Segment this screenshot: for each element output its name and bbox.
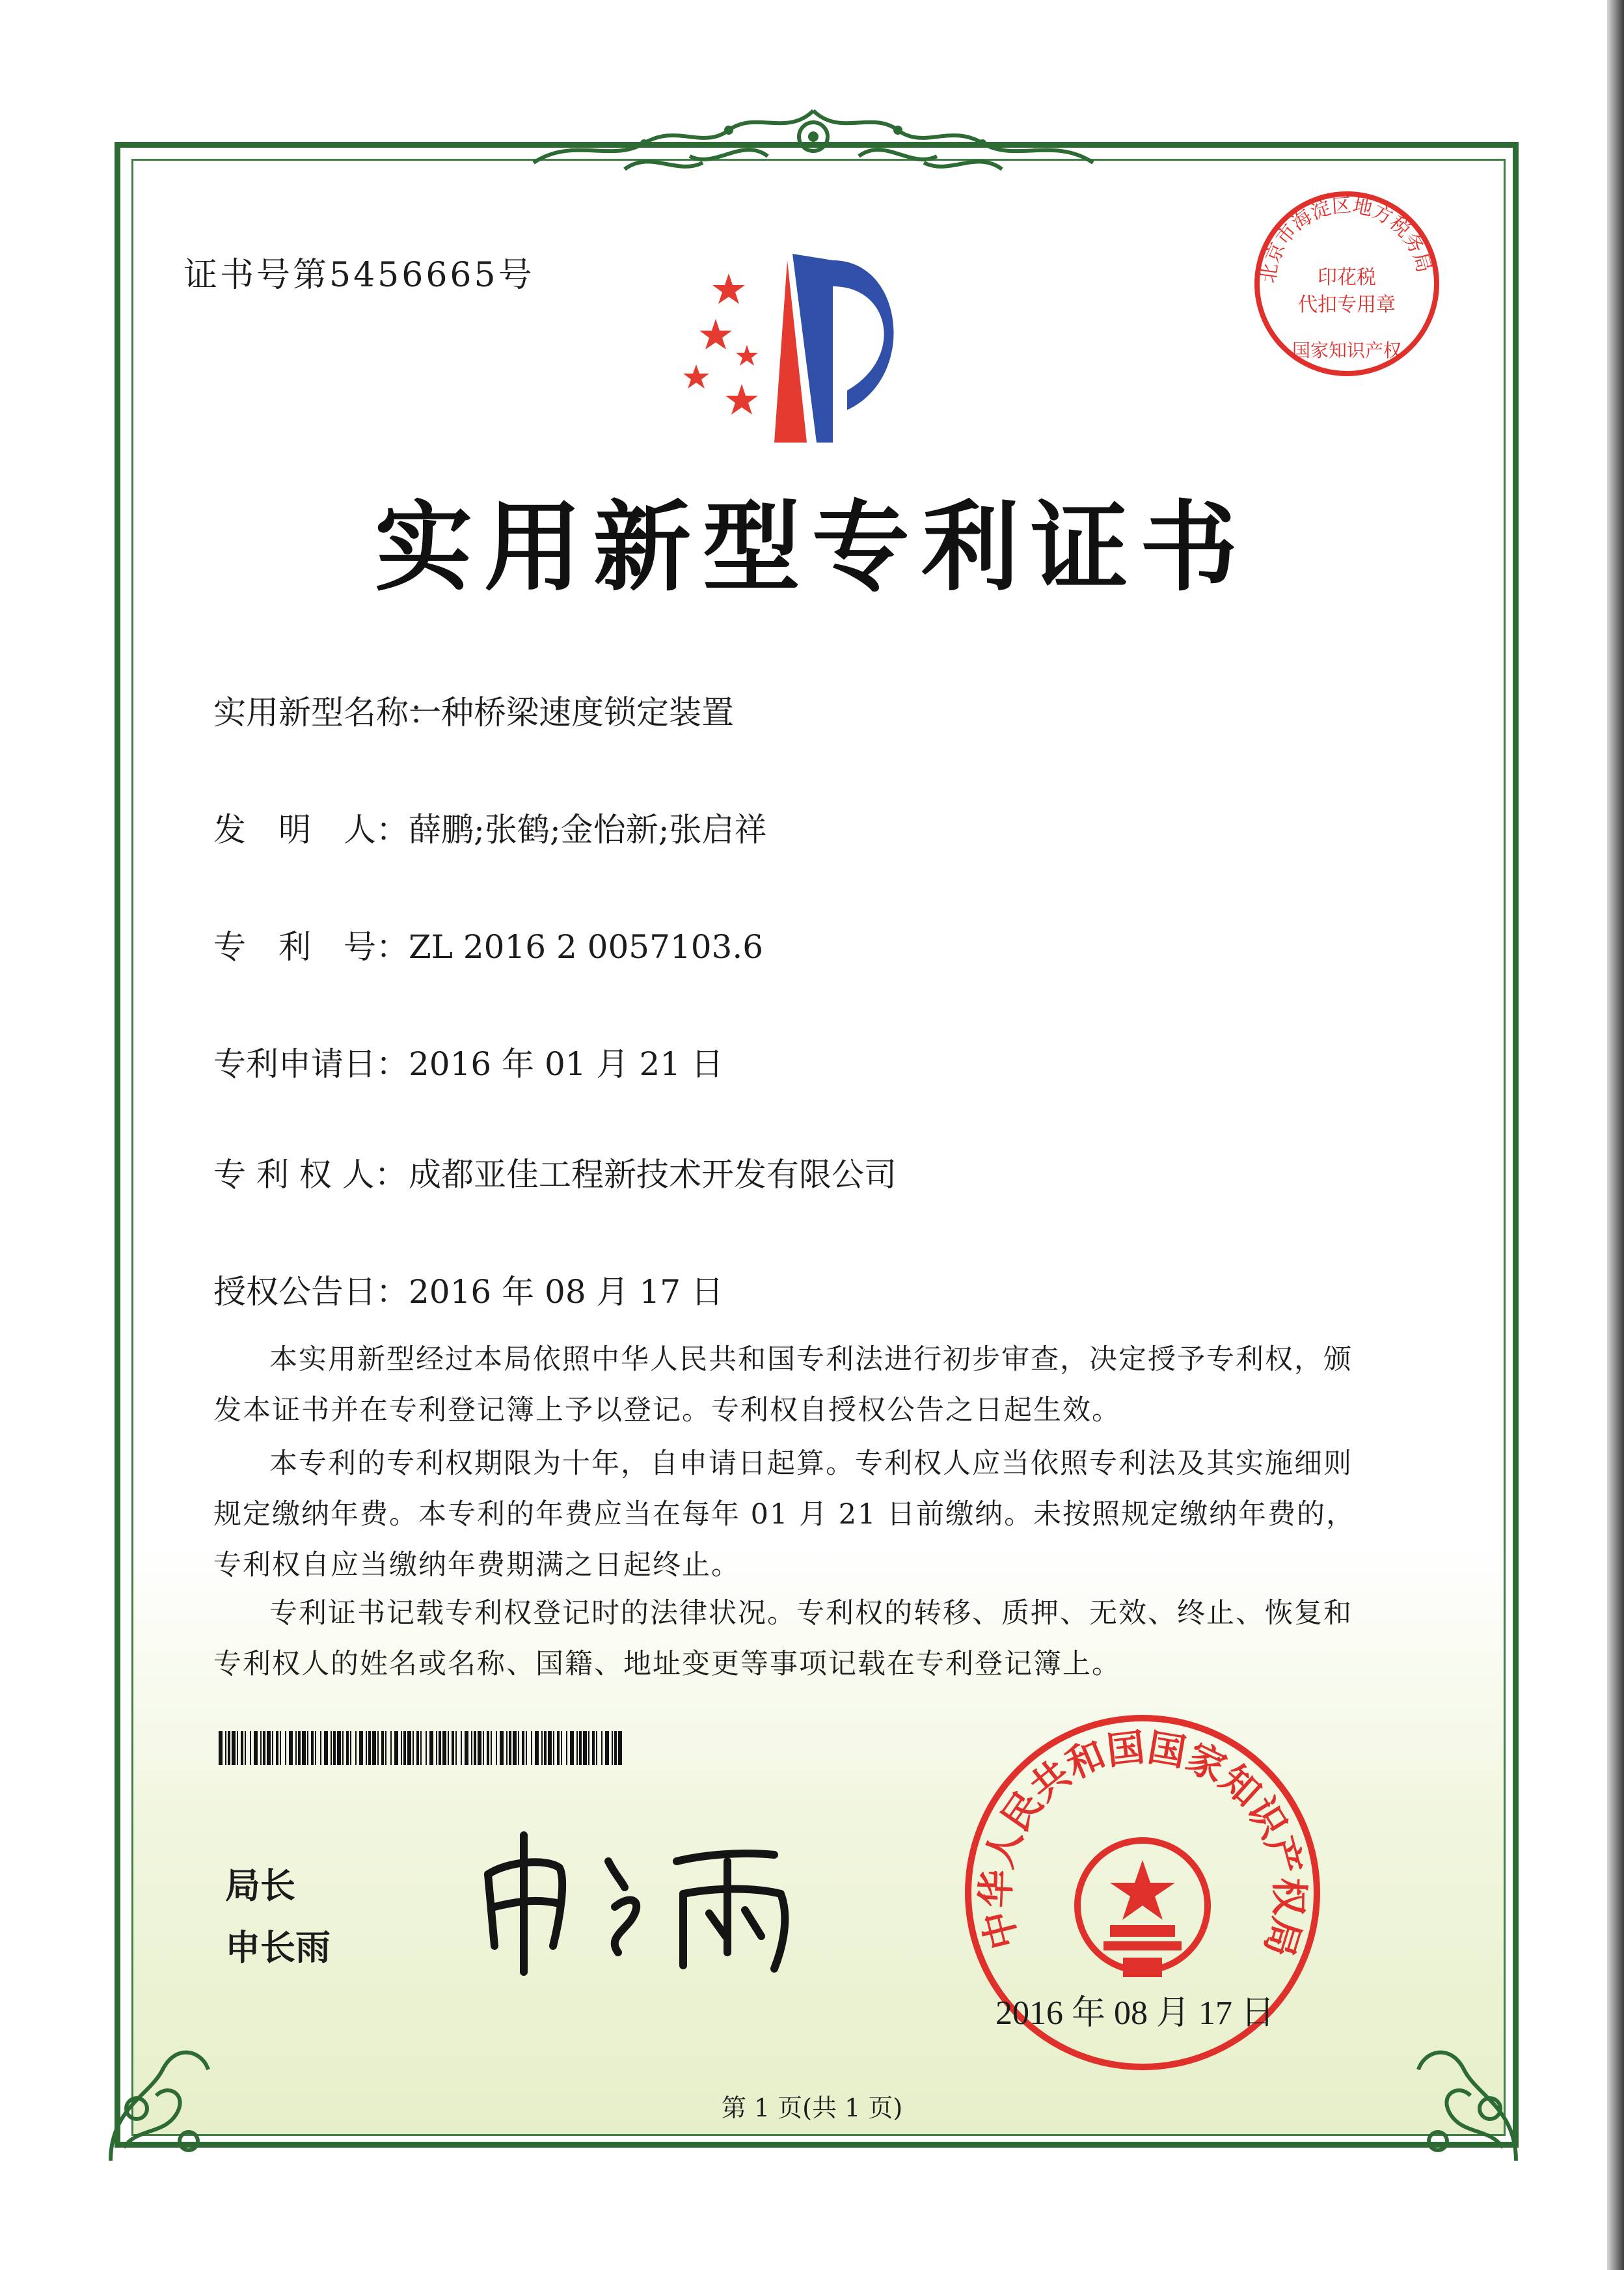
barcode-bar: [579, 1731, 582, 1765]
barcode-bar: [509, 1731, 511, 1765]
field-utility-model-name: [213, 687, 734, 733]
barcode-bar: [436, 1731, 437, 1765]
barcode-bar: [548, 1731, 552, 1765]
barcode-bar: [219, 1731, 223, 1765]
barcode-bar: [366, 1731, 367, 1765]
barcode-bar: [346, 1731, 349, 1765]
body-paragraph-2: 本专利的专利权期限为十年，自申请日起算。专利权人应当依照专利法及其实施细则规定缴纳年费。本专利的年费应当在每年 01 月 21 日前缴纳。未按照规定缴纳年费的，专利权自应当缴纳年费期满之日起终止。: [213, 1447, 1356, 1581]
director-title: 局长: [225, 1865, 295, 1906]
field-patent-number: [213, 921, 763, 968]
barcode-bar: [557, 1731, 560, 1765]
barcode-bar: [478, 1731, 481, 1765]
barcode-bar: [311, 1731, 314, 1765]
field-value: 薛鹏;张鹤;金怡新;张启祥: [409, 811, 767, 849]
barcode-bar: [254, 1731, 258, 1765]
field-label: 授权公告日：: [213, 1273, 409, 1311]
field-label: 发 明 人：: [213, 811, 409, 849]
barcode-bar: [315, 1731, 316, 1765]
patent-office-logo: [677, 247, 924, 449]
barcode-bar: [372, 1731, 376, 1765]
director-signature: [468, 1822, 807, 1978]
barcode-bar: [605, 1731, 609, 1765]
barcode-bar: [263, 1731, 265, 1765]
barcode-bar: [601, 1731, 602, 1765]
barcode-bar: [241, 1731, 243, 1765]
barcode-bar: [588, 1731, 589, 1765]
barcode-bar: [390, 1731, 392, 1765]
barcode-bar: [401, 1731, 402, 1765]
field-label: 实用新型名称：: [213, 694, 441, 732]
field-application-date: [213, 1038, 724, 1085]
barcode-bar: [285, 1731, 286, 1765]
barcode-bar: [461, 1731, 462, 1765]
barcode-bar: [465, 1731, 468, 1765]
certificate-title: 实用新型专利证书: [374, 491, 1249, 605]
barcode-bar: [518, 1731, 519, 1765]
barcode-bar: [342, 1731, 344, 1765]
barcode-bar: [228, 1731, 230, 1765]
barcode-bar: [407, 1731, 411, 1765]
field-value: ZL 2016 2 0057103.6: [409, 928, 764, 966]
barcode-bar: [272, 1731, 273, 1765]
barcode-bar: [583, 1731, 587, 1765]
barcode-bar: [394, 1731, 398, 1765]
barcode-bar: [429, 1731, 433, 1765]
barcode-bar: [276, 1731, 278, 1765]
barcode-bar: [237, 1731, 238, 1765]
barcode-bar: [295, 1731, 297, 1765]
barcode-bar: [245, 1731, 246, 1765]
barcode-bar: [298, 1731, 301, 1765]
barcode-bar: [500, 1731, 504, 1765]
field-label: 专 利 权 人：: [213, 1156, 407, 1194]
barcode-bar: [333, 1731, 336, 1765]
barcode-bar: [522, 1731, 524, 1765]
barcode-bar: [596, 1731, 597, 1765]
barcode-bar: [561, 1731, 562, 1765]
barcode-bar: [355, 1731, 357, 1765]
barcode-bar: [413, 1731, 414, 1765]
barcode-bar: [260, 1731, 262, 1765]
barcode-bar: [513, 1731, 517, 1765]
barcode-bar: [420, 1731, 422, 1765]
field-label: 专 利 号：: [213, 928, 409, 966]
scan-edge: [1607, 0, 1624, 2270]
tax-seal: [1249, 186, 1444, 381]
svg-text:印花税: 印花税: [1318, 266, 1376, 289]
barcode-bar: [337, 1731, 341, 1765]
barcode-bar: [416, 1731, 419, 1765]
field-grant-date: [213, 1266, 724, 1313]
barcode-bar: [491, 1731, 492, 1765]
barcode-bar: [439, 1731, 441, 1765]
barcode-bar: [612, 1731, 613, 1765]
barcode-bar: [267, 1731, 271, 1765]
barcode-bar: [487, 1731, 489, 1765]
svg-text:中华人民共和国国家知识产权局: 中华人民共和国国家知识产权局: [973, 1725, 1312, 1962]
barcode-bar: [452, 1731, 454, 1765]
barcode-bar: [302, 1731, 306, 1765]
director-name: 申长雨: [225, 1927, 331, 1968]
barcode-bar: [541, 1731, 543, 1765]
barcode-bar: [531, 1731, 532, 1765]
barcode-bar: [544, 1731, 547, 1765]
barcode-bar: [350, 1731, 351, 1765]
barcode-bar: [331, 1731, 332, 1765]
stamp-date: 2016 年 08 月 17 日: [995, 1995, 1275, 2032]
body-paragraph-1: 本实用新型经过本局依照中华人民共和国专利法进行初步审查，决定授予专利权，颁发本证书并在专利登记簿上予以登记。专利权自授权公告之日起生效。: [213, 1343, 1353, 1427]
field-value: 成都亚佳工程新技术开发有限公司: [409, 1156, 897, 1194]
barcode-bar: [471, 1731, 472, 1765]
field-inventors: [213, 804, 767, 851]
barcode-bar: [324, 1731, 328, 1765]
svg-text:北京市海淀区地方税务局: 北京市海淀区地方税务局: [1257, 194, 1435, 285]
top-scroll-ornament: [494, 98, 1132, 189]
barcode-bar: [385, 1731, 386, 1765]
barcode-bar: [426, 1731, 427, 1765]
field-label: 专利申请日：: [213, 1045, 409, 1083]
barcode-bar: [250, 1731, 251, 1765]
barcode-bar: [570, 1731, 574, 1765]
barcode-bar: [307, 1731, 308, 1765]
svg-text:代扣专用章: 代扣专用章: [1298, 294, 1396, 316]
barcode-bar: [566, 1731, 567, 1765]
body-paragraph-3: 专利证书记载专利权登记时的法律状况。专利权的转移、质押、无效、终止、恢复和专利权人的姓名或名称、国籍、地址变更等事项记载在专利登记簿上。: [213, 1597, 1353, 1680]
barcode-bar: [506, 1731, 508, 1765]
barcode-bar: [280, 1731, 281, 1765]
svg-text:国家知识产权: 国家知识产权: [1292, 340, 1402, 361]
barcode-bar: [368, 1731, 371, 1765]
barcode-bar: [614, 1731, 617, 1765]
barcode-bar: [483, 1731, 484, 1765]
barcode-bar: [232, 1731, 236, 1765]
barcode-bar: [535, 1731, 539, 1765]
barcode: [219, 1731, 622, 1765]
barcode-bar: [474, 1731, 476, 1765]
field-value: 2016 年 01 月 21 日: [409, 1045, 724, 1083]
barcode-bar: [320, 1731, 321, 1765]
barcode-bar: [381, 1731, 384, 1765]
barcode-bar: [448, 1731, 449, 1765]
barcode-bar: [225, 1731, 226, 1765]
barcode-bar: [553, 1731, 554, 1765]
page-number: 第 1 页(共 1 页): [721, 2094, 903, 2122]
barcode-bar: [526, 1731, 527, 1765]
barcode-bar: [377, 1731, 379, 1765]
barcode-bar: [618, 1731, 622, 1765]
barcode-bar: [576, 1731, 578, 1765]
field-value: 一种桥梁速度锁定装置: [409, 694, 734, 732]
barcode-bar: [403, 1731, 406, 1765]
barcode-bar: [289, 1731, 293, 1765]
barcode-bar: [442, 1731, 446, 1765]
certificate-number: 证书号第5456665号: [183, 256, 535, 295]
field-value: 2016 年 08 月 17 日: [409, 1273, 724, 1311]
field-patentee: [213, 1149, 897, 1196]
barcode-bar: [592, 1731, 595, 1765]
barcode-bar: [455, 1731, 457, 1765]
barcode-bar: [496, 1731, 497, 1765]
barcode-bar: [359, 1731, 363, 1765]
